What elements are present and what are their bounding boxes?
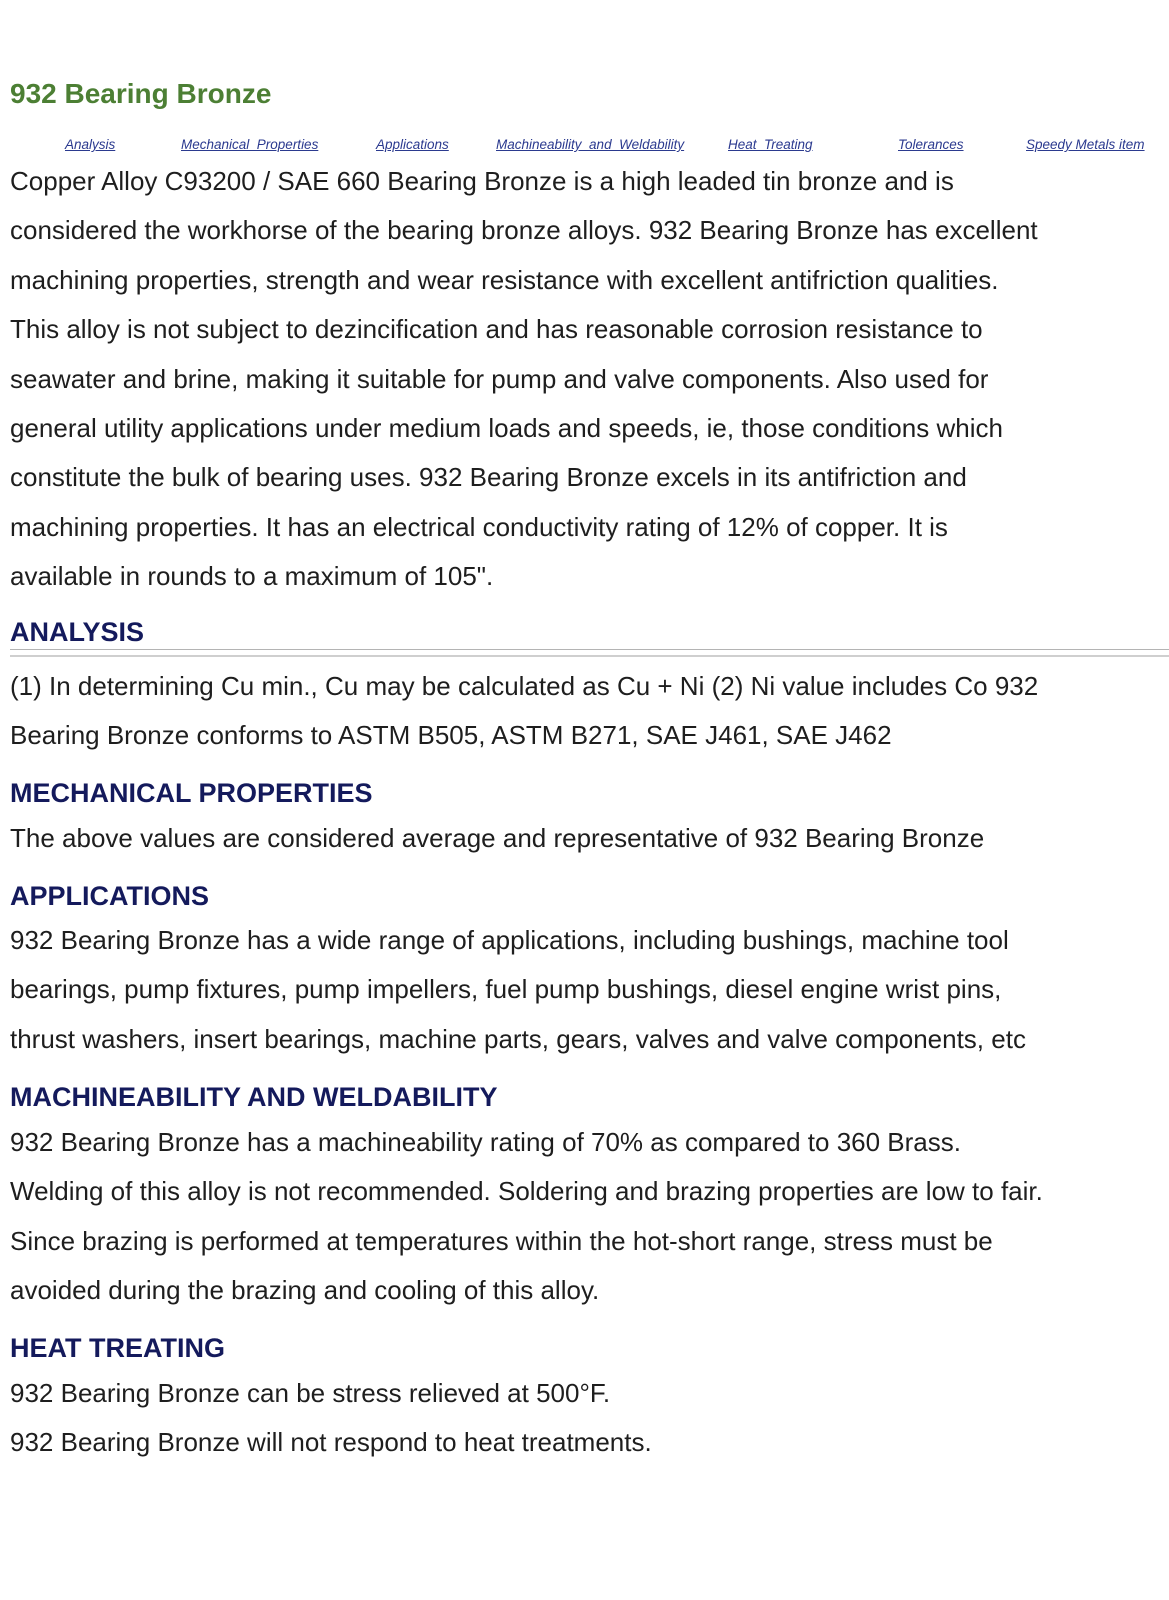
intro-line: general utility applications under medium loads and speeds, ie, those conditions which — [10, 413, 1003, 444]
applications-heading: APPLICATIONS — [10, 881, 210, 911]
mechanical-properties-paragraph — [10, 814, 984, 863]
section-nav — [10, 137, 1169, 157]
applications-paragraph — [10, 916, 1026, 1064]
heat-treating-paragraph — [10, 1369, 652, 1468]
intro-line: machining properties, strength and wear resistance with excellent antifriction qualities. — [10, 264, 999, 295]
heat-treating-line: 932 Bearing Bronze will not respond to heat treatments. — [10, 1427, 652, 1458]
nav-link-heat-treating[interactable]: Heat_Treating — [728, 137, 813, 152]
page-title: 932 Bearing Bronze — [10, 78, 272, 109]
mechanical-properties-heading: MECHANICAL PROPERTIES — [10, 778, 373, 808]
machineability-heading: MACHINEABILITY AND WELDABILITY — [10, 1082, 498, 1112]
heat-treating-heading: HEAT TREATING — [10, 1333, 225, 1363]
analysis-line: (1) In determining Cu min., Cu may be calculated as Cu + Ni (2) Ni value includes Co 932 — [10, 671, 1039, 701]
intro-line: Copper Alloy C93200 / SAE 660 Bearing Bronze is a high leaded tin bronze and is — [10, 166, 954, 196]
machineability-line: avoided during the brazing and cooling of this alloy. — [10, 1275, 600, 1306]
applications-line: bearings, pump fixtures, pump impellers, fuel pump bushings, diesel engine wrist pins, — [10, 974, 1002, 1005]
machineability-line: 932 Bearing Bronze has a machineability rating of 70% as compared to 360 Brass. — [10, 1127, 961, 1157]
intro-paragraph — [10, 157, 1038, 602]
analysis-paragraph — [10, 662, 1038, 761]
mechanical-line: The above values are considered average and representative of 932 Bearing Bronze — [10, 823, 985, 853]
analysis-heading: ANALYSIS — [10, 617, 145, 647]
heat-treating-line: 932 Bearing Bronze can be stress relieved at 500°F. — [10, 1378, 611, 1408]
nav-link-speedy-metals-item[interactable]: Speedy Metals item — [1026, 137, 1145, 152]
intro-line: machining properties. It has an electrical conductivity rating of 12% of copper. It is — [10, 511, 948, 542]
intro-line: This alloy is not subject to dezincification and has reasonable corrosion resistance to — [10, 314, 983, 345]
applications-line: thrust washers, insert bearings, machine parts, gears, valves and valve components, etc — [10, 1023, 1026, 1054]
intro-line: seawater and brine, making it suitable for pump and valve components. Also used for — [10, 363, 989, 394]
nav-link-tolerances[interactable]: Tolerances — [898, 137, 964, 152]
analysis-line: Bearing Bronze conforms to ASTM B505, ASTM B271, SAE J461, SAE J462 — [10, 720, 892, 751]
nav-link-applications[interactable]: Applications — [376, 137, 449, 152]
nav-link-machineability-weldability[interactable]: Machineability_and_Weldability — [496, 137, 685, 152]
machineability-paragraph — [10, 1118, 1043, 1316]
intro-line: constitute the bulk of bearing uses. 932 Bearing Bronze excels in its antifriction and — [10, 462, 967, 493]
machineability-line: Welding of this alloy is not recommended. Soldering and brazing properties are low to fair. — [10, 1176, 1043, 1207]
document-page — [10, 0, 1169, 1600]
intro-line: considered the workhorse of the bearing bronze alloys. 932 Bearing Bronze has excellent — [10, 215, 1038, 246]
nav-link-mechanical-properties[interactable]: Mechanical_Properties — [181, 137, 319, 152]
section-divider — [10, 649, 1169, 657]
applications-line: 932 Bearing Bronze has a wide range of applications, including bushings, machine tool — [10, 925, 1009, 955]
nav-link-analysis[interactable]: Analysis — [65, 137, 116, 152]
intro-line: available in rounds to a maximum of 105". — [10, 561, 494, 592]
machineability-line: Since brazing is performed at temperatures within the hot-short range, stress must be — [10, 1225, 993, 1256]
